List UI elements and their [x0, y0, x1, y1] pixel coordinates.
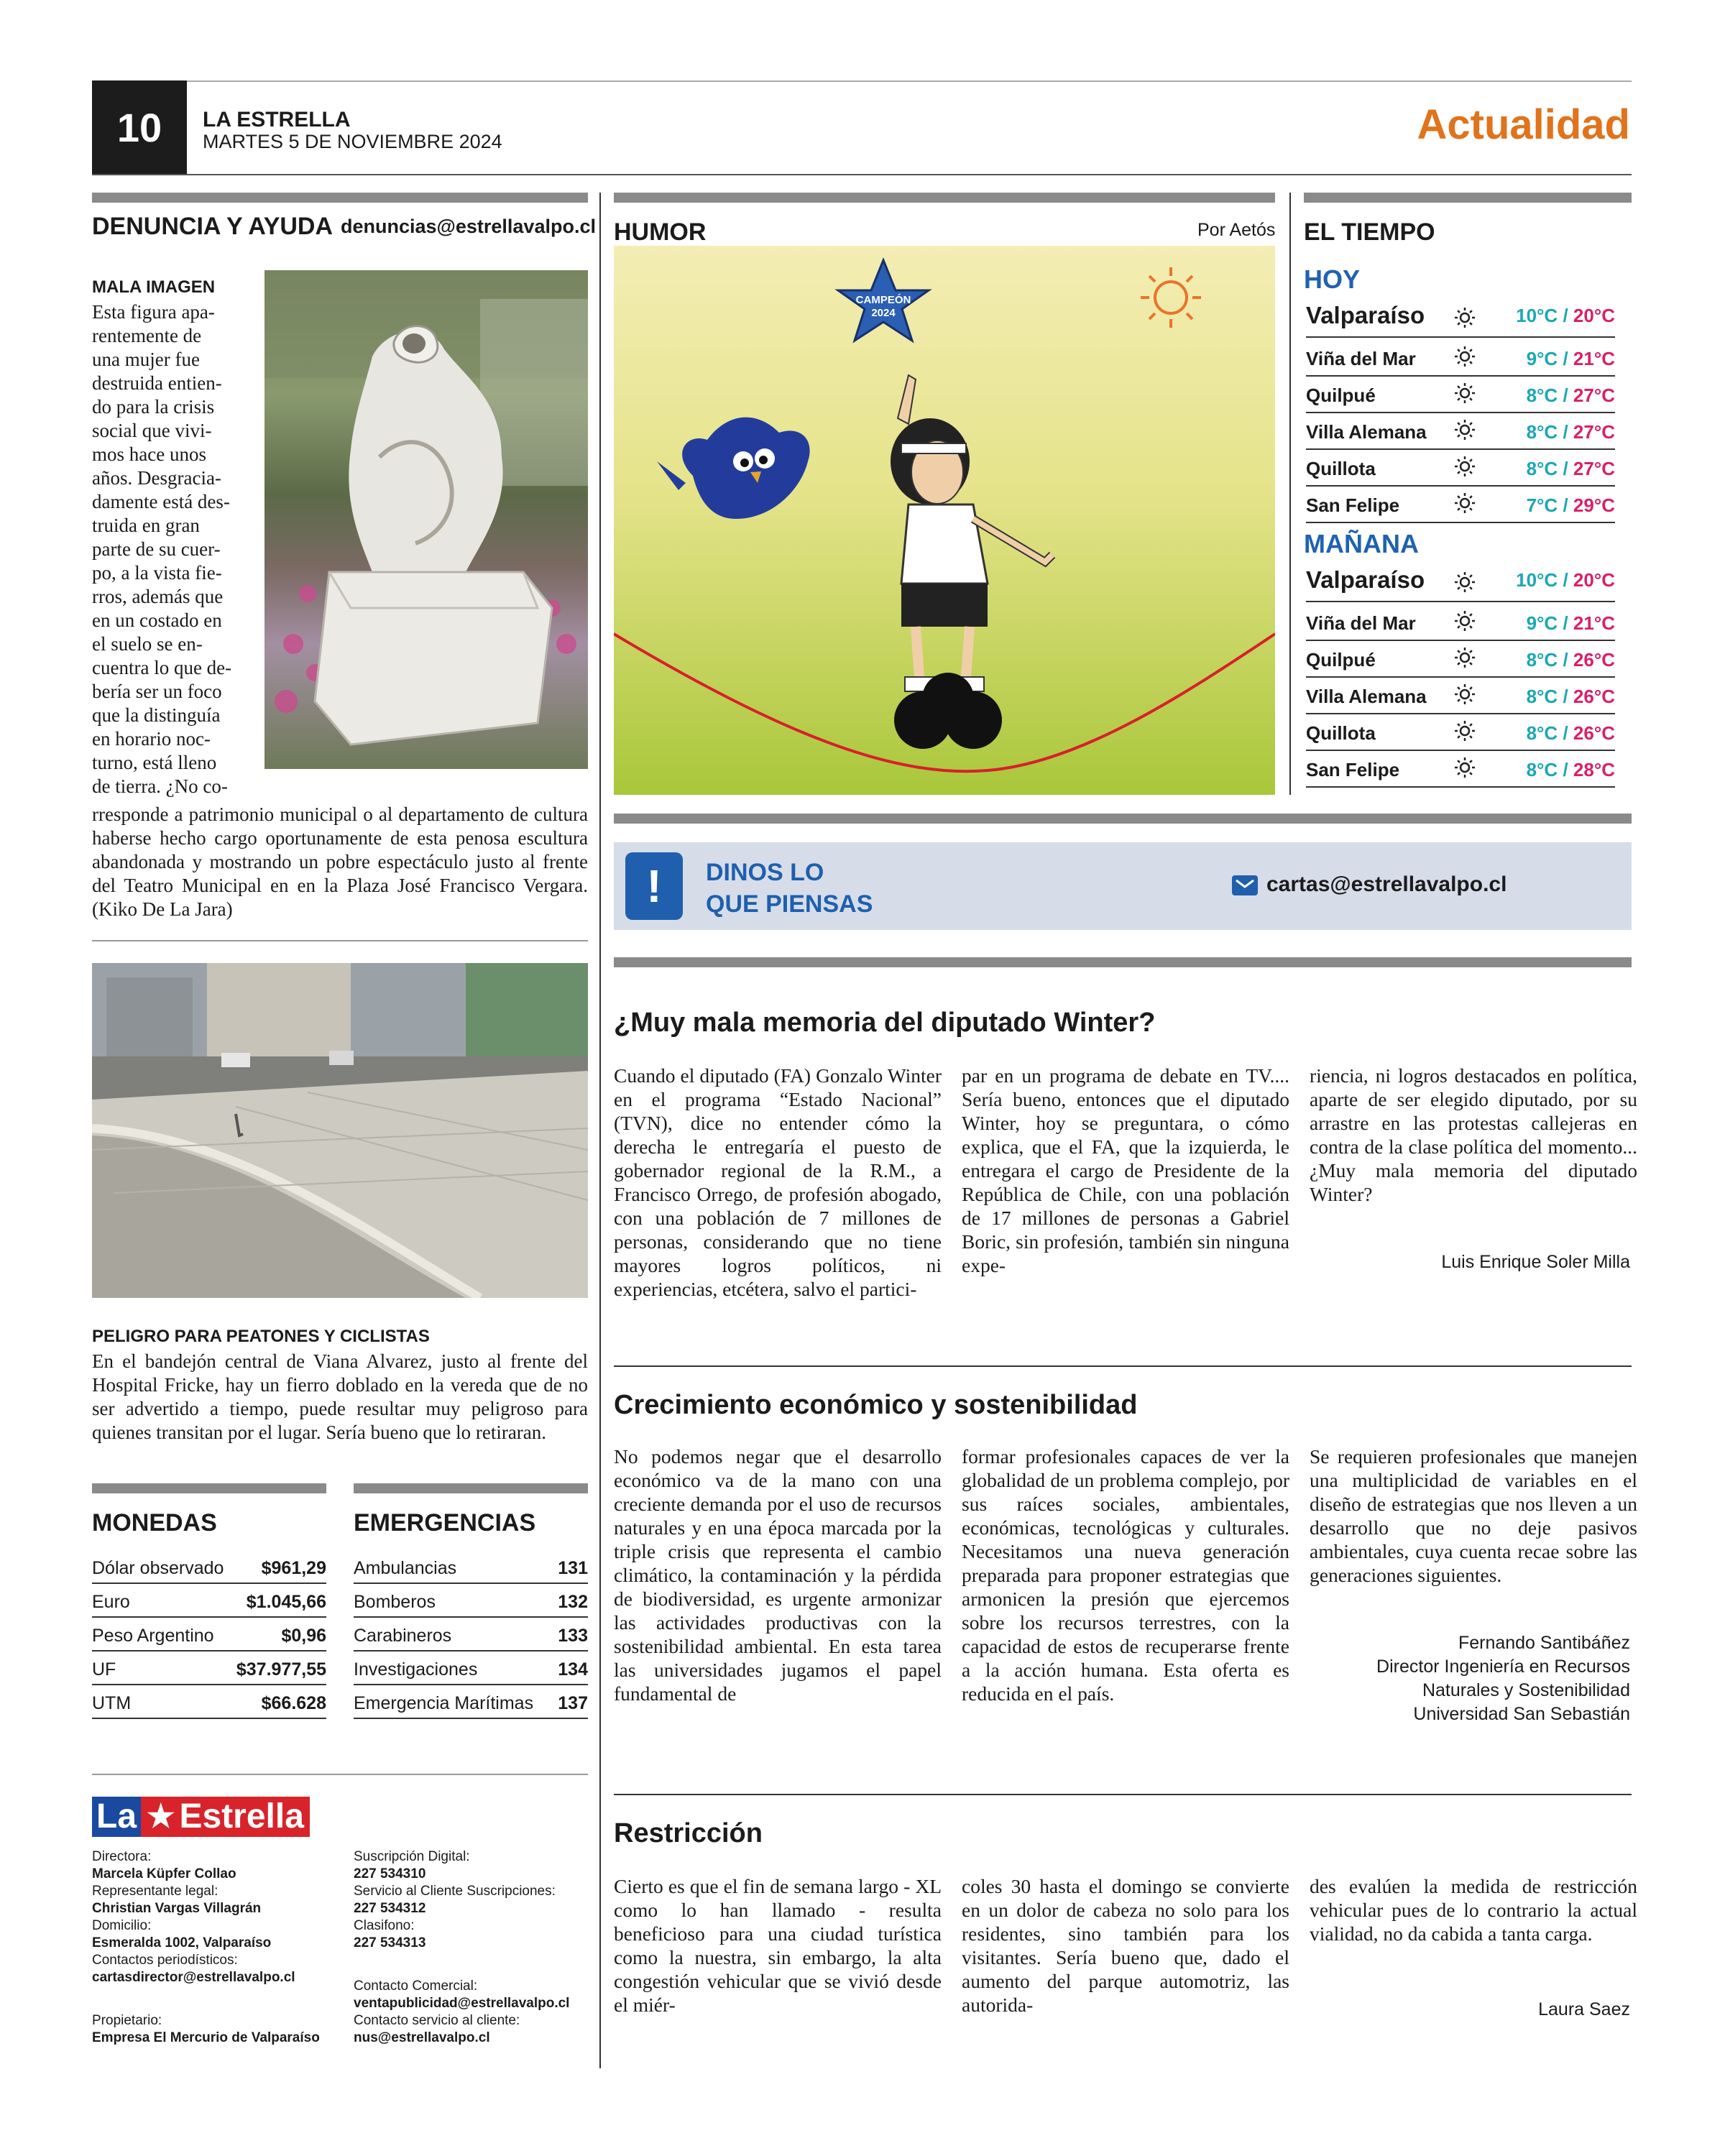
sun-icon: [1453, 492, 1476, 515]
row-label: Emergencia Marítimas: [354, 1693, 534, 1713]
text-line: rros, además que: [92, 586, 224, 607]
text-line: rentemente de: [92, 325, 202, 346]
denuncia-email[interactable]: denuncias@estrellavalpo.cl: [341, 216, 596, 237]
emergencias-title: EMERGENCIAS: [354, 1509, 536, 1537]
top-rule: [92, 80, 1632, 82]
weather-city: Quilpué: [1306, 384, 1376, 406]
text-line: Esta figura apa-: [92, 301, 215, 323]
letter-column: par en un programa de debate en TV.... Sería bueno, entonces que el diputado Winter, hoy se preguntara, o cómo explica, que el FA, que la izquierda, le entregara el cargo de Presidente de la República de Chile, con una población de 17 millones de personas a Gabriel Boric, sin profesión, también sin ninguna expe-: [962, 1064, 1289, 1276]
row-value: $66.628: [261, 1693, 326, 1713]
signature-line: Fernando Santibáñez: [1458, 1633, 1630, 1653]
letter-column: Cuando el diputado (FA) Gonzalo Winter en el programa “Estado Nacional” (TVN), dice no entender cómo la derecha le entregaría el puesto de gobernador regional de la R.M., a Francisco Orrego, de profesión abogado, con una población de 7 millones de personas, considerando que no tiene mayores logros políticos, ni experiencias, etcétera, salvo el partici-: [614, 1064, 942, 1300]
staff-label: Contacto servicio al cliente:: [354, 2013, 520, 2028]
weather-row: [1306, 715, 1615, 751]
text-line: mos hace unos: [92, 443, 206, 465]
staff-label: Contactos periodísticos:: [92, 1953, 238, 1968]
table-row: [92, 1618, 326, 1651]
weather-row: [1306, 561, 1615, 602]
row-value: $0,96: [281, 1626, 326, 1646]
temp-min: 8°C: [1526, 458, 1558, 479]
text-line: bería ser un foco: [92, 681, 222, 702]
text-line: damente está des-: [92, 491, 230, 512]
table-row: [92, 1652, 326, 1685]
dinos-bar: [614, 814, 1632, 824]
letter-column: Se requieren profesionales que manejen una multiplicidad de variables en el diseño de estrategias que nos lleven a un desarrollo que no deje pasivos ambientales, cuya cuenta recae sobre las generaciones siguientes.: [1310, 1445, 1637, 1586]
weather-city: Viña del Mar: [1306, 612, 1416, 634]
staff-column: [354, 1978, 598, 2047]
row-value: $1.045,66: [246, 1592, 326, 1612]
row-label: Ambulancias: [354, 1558, 457, 1578]
temp-separator: /: [1563, 722, 1568, 744]
row-value: 132: [558, 1592, 588, 1612]
row-value: 133: [558, 1626, 588, 1646]
letter-divider: [614, 1365, 1632, 1367]
weather-temp: [1527, 722, 1615, 745]
letter-column: coles 30 hasta el domingo se convierte en un dolor de cabeza no solo para los residentes, sino también para los visitantes. Sería bueno que, dado el aumento del parque automotriz, las autorida-: [962, 1875, 1289, 2016]
divider: [92, 1774, 588, 1775]
weather-row: [1306, 414, 1615, 450]
sun-icon: [1453, 756, 1476, 779]
weather-temp: [1527, 458, 1615, 480]
item1-narrow-text: [92, 300, 257, 798]
table-row: [92, 1585, 326, 1618]
temp-separator: /: [1563, 305, 1568, 326]
staff-value: cartasdirector@estrellavalpo.cl: [92, 1970, 295, 1985]
staff-label: Clasifono:: [354, 1918, 415, 1933]
weather-city: Valparaíso: [1306, 302, 1425, 328]
temp-max: 20°C: [1573, 569, 1615, 591]
temp-max: 21°C: [1573, 612, 1615, 634]
dinos-banner: [614, 842, 1632, 930]
text-line: social que vivi-: [92, 420, 212, 441]
weather-city: Villa Alemana: [1306, 686, 1427, 707]
temp-min: 8°C: [1526, 421, 1558, 443]
signature-line: Universidad San Sebastián: [1413, 1704, 1630, 1724]
humor-cartoon: [614, 246, 1275, 795]
weather-temp: [1527, 686, 1615, 708]
row-label: Investigaciones: [354, 1659, 478, 1680]
staff-value: ventapublicidad@estrellavalpo.cl: [354, 1996, 570, 2011]
staff-value: 227 534312: [354, 1901, 426, 1916]
weather-divider: [1289, 193, 1291, 795]
letter-divider: [614, 1794, 1632, 1795]
star-text-2: 2024: [871, 307, 896, 319]
weather-temp: [1527, 348, 1615, 370]
signature-line: Naturales y Sostenibilidad: [1422, 1680, 1630, 1700]
row-label: UTM: [92, 1693, 132, 1713]
temp-separator: /: [1563, 384, 1568, 406]
dinos-line2: QUE PIENSAS: [706, 890, 873, 918]
temp-min: 8°C: [1526, 759, 1558, 780]
issue-date: MARTES 5 DE NOVIEMBRE 2024: [203, 131, 502, 152]
staff-column: [354, 1848, 598, 1952]
temp-min: 9°C: [1526, 348, 1558, 369]
temp-separator: /: [1563, 686, 1568, 707]
weather-temp: [1527, 759, 1615, 781]
weather-row: [1306, 642, 1615, 678]
table-row: [354, 1652, 588, 1685]
weather-row: [1306, 377, 1615, 413]
row-label: Carabineros: [354, 1626, 452, 1646]
text-line: parte de su cuer-: [92, 538, 221, 560]
owner-label: Propietario:: [92, 2013, 162, 2028]
page-number: 10: [92, 80, 187, 174]
sun-icon: [1453, 609, 1476, 632]
table-row: [92, 1686, 326, 1719]
sun-icon: [1453, 418, 1476, 441]
temp-min: 8°C: [1526, 384, 1558, 406]
weather-city: Quilpué: [1306, 649, 1376, 671]
statue-photo: [264, 270, 588, 769]
weather-temp: [1516, 569, 1615, 591]
temp-separator: /: [1563, 759, 1568, 780]
logo-left: La: [92, 1797, 141, 1837]
row-label: UF: [92, 1659, 116, 1680]
text-line: una mujer fue: [92, 349, 200, 370]
letter-signature: [1376, 1631, 1630, 1726]
temp-max: 26°C: [1573, 686, 1615, 707]
dinos-line1: DINOS LO: [706, 859, 824, 886]
staff-label: Servicio al Cliente Suscripciones:: [354, 1884, 556, 1899]
divider: [92, 940, 588, 941]
staff-label: Representante legal:: [92, 1884, 218, 1899]
row-label: Euro: [92, 1592, 130, 1612]
monedas-title: MONEDAS: [92, 1509, 217, 1537]
estrella-logo: [92, 1797, 310, 1837]
letters-bar: [614, 957, 1632, 967]
star-icon: ★: [147, 1799, 175, 1834]
text-line: en horario noc-: [92, 728, 211, 750]
letter-title: Crecimiento económico y sostenibilidad: [614, 1390, 1138, 1420]
cartoon-illustration: [614, 246, 1275, 795]
dinos-heading: [706, 857, 873, 920]
section-title: Actualidad: [1417, 101, 1630, 148]
monedas-bar: [92, 1483, 326, 1493]
weather-bar: [1304, 193, 1632, 203]
weather-row: [1306, 605, 1615, 641]
sun-icon: [1453, 571, 1476, 594]
owner-block: [92, 2012, 336, 2047]
text-line: po, a la vista fie-: [92, 562, 222, 584]
staff-label: Directora:: [92, 1849, 152, 1864]
staff-label: Domicilio:: [92, 1918, 152, 1933]
weather-temp: [1527, 384, 1615, 407]
humor-title: HUMOR: [614, 218, 707, 246]
weather-row: [1306, 487, 1615, 523]
signature-line: Luis Enrique Soler Milla: [1441, 1252, 1630, 1272]
table-row: [354, 1686, 588, 1719]
temp-min: 8°C: [1526, 722, 1558, 744]
table-row: [354, 1551, 588, 1584]
weather-row: [1306, 752, 1615, 788]
staff-value: Christian Vargas Villagrán: [92, 1901, 262, 1916]
sun-icon: [1453, 455, 1476, 478]
row-value: $37.977,55: [236, 1659, 326, 1680]
text-line: que la distinguía: [92, 704, 221, 726]
temp-max: 27°C: [1573, 384, 1615, 406]
section-bar: [92, 193, 588, 203]
temp-separator: /: [1563, 612, 1568, 634]
text-line: cuentra lo que de-: [92, 657, 232, 678]
item2-title: PELIGRO PARA PEATONES Y CICLISTAS: [92, 1327, 430, 1346]
temp-min: 10°C: [1516, 305, 1558, 326]
weather-row: [1306, 296, 1615, 338]
temp-max: 26°C: [1573, 649, 1615, 671]
text-line: el suelo se en-: [92, 633, 203, 655]
column-divider: [599, 193, 601, 2068]
staff-value: nus@estrellavalpo.cl: [354, 2030, 490, 2045]
row-value: 134: [558, 1659, 588, 1680]
exclamation-icon: !: [625, 852, 683, 920]
weather-temp: [1527, 494, 1615, 517]
temp-max: 21°C: [1573, 348, 1615, 369]
denuncia-title: DENUNCIA Y AYUDA: [92, 213, 334, 240]
signature-line: Director Ingeniería en Recursos: [1376, 1657, 1630, 1677]
letter-column: formar profesionales capaces de ver la globalidad de un problema complejo, por sus raíces sociales, ambientales, económicas, tecnológicas y culturales. Necesitamos una nueva generación preparada para proponer estrategias que armonicen la presión que ejercemos sobre los recursos terrestres, con la capacidad de estos de recuperarse frente a la acción humana. Esta oferta es reducida en el país.: [962, 1445, 1289, 1705]
dinos-email[interactable]: cartas@estrellavalpo.cl: [1266, 872, 1507, 896]
text-line: en un costado en: [92, 609, 222, 631]
temp-max: 26°C: [1573, 722, 1615, 744]
staff-label: Suscripción Digital:: [354, 1849, 470, 1864]
humor-author: Por Aetós: [1197, 220, 1276, 240]
letter-title: Restricción: [614, 1818, 763, 1848]
row-label: Peso Argentino: [92, 1626, 214, 1646]
weather-temp: [1516, 305, 1615, 327]
humor-bar: [614, 193, 1275, 203]
letter-column: des evalúen la medida de restricción vehicular pues de lo contrario la actual vialidad, no da cabida a tanta carga.: [1310, 1875, 1637, 1945]
sun-icon: [1453, 683, 1476, 706]
table-row: [92, 1551, 326, 1584]
weather-temp: [1527, 421, 1615, 443]
temp-separator: /: [1563, 494, 1568, 516]
letter-signature: [1538, 1998, 1630, 2022]
sun-icon: [1453, 382, 1476, 405]
staff-column: [92, 1848, 336, 1986]
row-label: Bomberos: [354, 1592, 436, 1612]
table-row: [354, 1618, 588, 1651]
text-line: años. Desgracia-: [92, 467, 221, 489]
text-line: destruida entien-: [92, 372, 222, 394]
text-line: de tierra. ¿No co-: [92, 775, 228, 797]
row-label: Dólar observado: [92, 1558, 224, 1578]
item1-title: MALA IMAGEN: [92, 277, 216, 297]
statue-illustration: [264, 270, 588, 769]
weather-today-label: HOY: [1304, 264, 1361, 294]
temp-max: 28°C: [1573, 759, 1615, 780]
weather-city: Viña del Mar: [1306, 348, 1416, 369]
staff-value: 227 534310: [354, 1866, 426, 1881]
text-line: turno, está lleno: [92, 752, 217, 773]
temp-min: 7°C: [1526, 494, 1558, 516]
logo-right: Estrella: [179, 1797, 304, 1835]
letter-column: No podemos negar que el desarrollo económico va de la mano con una creciente demanda por el uso de recursos naturales y en una época marcada por la triple crisis que representa el cambio climático, la contaminación y la pérdida de biodiversidad, es urgente armonizar las actividades productivas con la sostenibilidad ambiental. En esta tarea las universidades jugamos el papel fundamental de: [614, 1445, 942, 1705]
table-row: [354, 1585, 588, 1618]
temp-separator: /: [1563, 649, 1568, 671]
street-illustration: [92, 963, 588, 1298]
temp-min: 8°C: [1526, 649, 1558, 671]
owner-name: Empresa El Mercurio de Valparaíso: [92, 2030, 320, 2045]
row-value: 137: [558, 1693, 588, 1713]
temp-separator: /: [1563, 458, 1568, 479]
temp-separator: /: [1563, 348, 1568, 369]
star-text-1: CAMPEÓN: [855, 294, 911, 306]
staff-value: Marcela Küpfer Collao: [92, 1866, 236, 1881]
sun-icon: [1453, 646, 1476, 669]
temp-max: 27°C: [1573, 421, 1615, 443]
temp-min: 9°C: [1526, 612, 1558, 634]
item2-text: En el bandejón central de Viana Alvarez, justo al frente del Hospital Fricke, hay un fierro doblado en la vereda que de no ser advertido a tiempo, puede resultar muy peligroso para quienes transitan por el lugar. Sería bueno que lo retiraran.: [92, 1350, 588, 1443]
weather-title: EL TIEMPO: [1304, 218, 1435, 246]
weather-temp: [1527, 649, 1615, 671]
text-line: do para la crisis: [92, 396, 215, 418]
temp-separator: /: [1563, 569, 1568, 591]
text-line: truida en gran: [92, 515, 200, 536]
staff-value: 227 534313: [354, 1935, 426, 1950]
weather-city: Villa Alemana: [1306, 421, 1427, 443]
emergencias-bar: [354, 1483, 588, 1493]
sun-icon: [1453, 719, 1476, 742]
weather-tomorrow-label: MAÑANA: [1304, 529, 1419, 558]
weather-row: [1306, 678, 1615, 714]
street-photo: [92, 963, 588, 1298]
temp-max: 20°C: [1573, 305, 1615, 326]
temp-max: 27°C: [1573, 458, 1615, 479]
letter-column: riencia, ni logros destacados en política, aparte de ser elegido diputado, por su arrastre en las protestas callejeras en contra de la clase política del momento... ¿Muy mala memoria del diputado Winter?: [1310, 1064, 1637, 1205]
weather-row: [1306, 451, 1615, 487]
weather-city: Valparaíso: [1306, 566, 1425, 593]
weather-temp: [1527, 612, 1615, 635]
letter-signature: [1441, 1250, 1630, 1274]
signature-line: Laura Saez: [1538, 1999, 1630, 2019]
weather-city: Quillota: [1306, 458, 1376, 479]
row-value: $961,29: [261, 1558, 326, 1578]
weather-city: San Felipe: [1306, 759, 1400, 780]
letter-column: Cierto es que el fin de semana largo - XL como lo han llamado - resulta beneficioso para una ciudad turística como la nuestra, sin embargo, la alta congestión vehicular que se vivió desde el miér-: [614, 1875, 942, 2016]
letter-title: ¿Muy mala memoria del diputado Winter?: [614, 1008, 1156, 1038]
weather-city: Quillota: [1306, 722, 1376, 744]
temp-max: 29°C: [1573, 494, 1615, 516]
header-rule: [92, 174, 1632, 175]
row-value: 131: [558, 1558, 588, 1578]
staff-label: Contacto Comercial:: [354, 1978, 478, 1994]
sun-icon: [1453, 306, 1476, 329]
temp-separator: /: [1563, 421, 1568, 443]
mail-icon: [1232, 875, 1258, 895]
staff-value: Esmeralda 1002, Valparaíso: [92, 1935, 272, 1950]
weather-city: San Felipe: [1306, 494, 1400, 516]
item1-text: rresponde a patrimonio municipal o al departamento de cultura haberse hecho cargo oportunamente de esta penosa escultura abandonada y mostrando un pobre espectáculo justo al frente del Teatro Municipal en en la Plaza José Francisco Vergara.(Kiko De La Jara): [92, 803, 588, 920]
temp-min: 8°C: [1526, 686, 1558, 707]
sun-icon: [1453, 345, 1476, 368]
temp-min: 10°C: [1516, 569, 1558, 591]
weather-row: [1306, 341, 1615, 377]
newspaper-name: LA ESTRELLA: [203, 108, 351, 132]
